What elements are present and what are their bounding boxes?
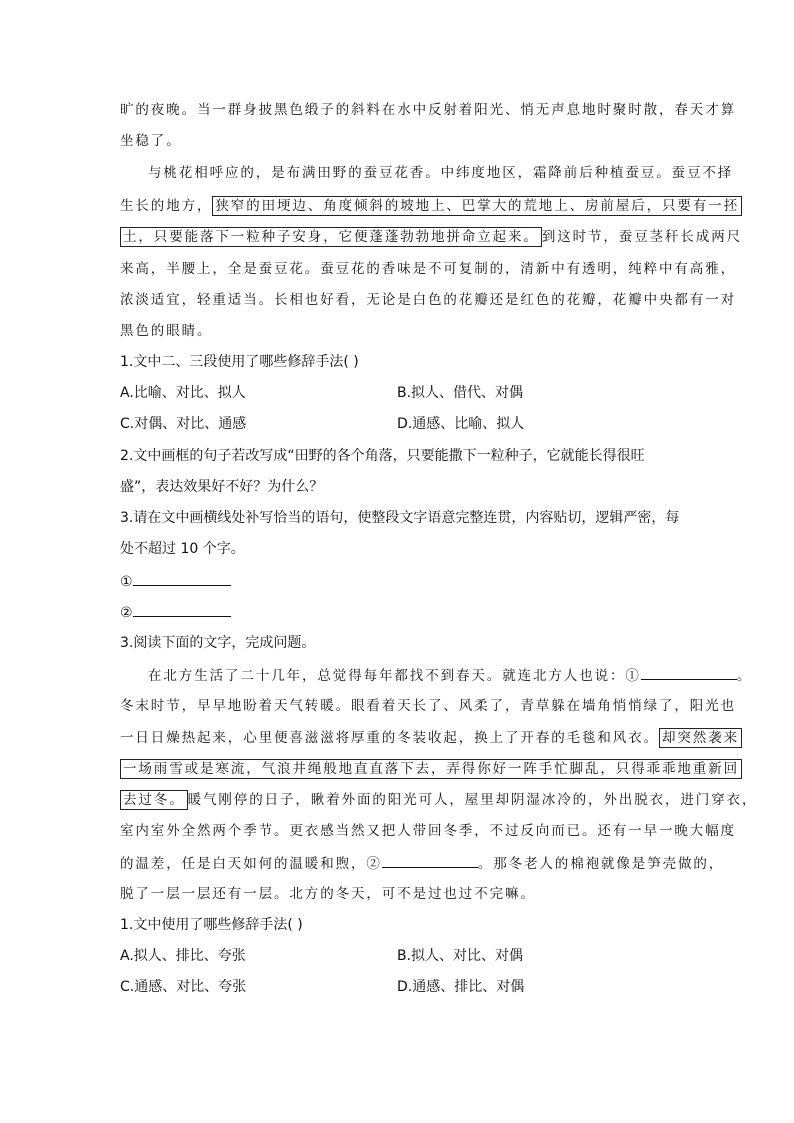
question-stem: 1.文中二、三段使用了哪些修辞手法( ) bbox=[120, 354, 359, 370]
boxed-sentence: 土，只要能落下一粒种子安身，它便蓬蓬勃勃地拼命立起来。 bbox=[120, 227, 542, 247]
text: 生长的地方， bbox=[120, 198, 213, 214]
question-stem: 2.文中画框的句子若改写成“田野的各个角落，只要能撒下一粒种子，它就能长得很旺 bbox=[120, 448, 645, 464]
text: 。 bbox=[736, 668, 753, 684]
passage2-line: 冬末时节，早早地盼着天气转暖。眼看着天长了、风柔了，青草躲在墙角悄悄绿了，阳光也 bbox=[120, 698, 736, 714]
option-d: D.通感、比喻、拟人 bbox=[397, 416, 525, 432]
blank-marker: ② bbox=[120, 605, 133, 621]
option-c: C.对偶、对比、通感 bbox=[120, 416, 247, 432]
text: 到这时节，蚕豆茎秆长成两尺 bbox=[541, 229, 743, 245]
option-d: D.通感、排比、对偶 bbox=[397, 979, 525, 995]
passage1-line: 与桃花相呼应的，是布满田野的蚕豆花香。中纬度地区，霜降前后种植蚕豆。蚕豆不择 bbox=[148, 165, 734, 181]
passage2-line: 室内室外全然两个季节。更衣感当然又把人带回冬季，不过反向而已。还有一早一晚大幅度 bbox=[120, 823, 736, 839]
question-stem: 盛”，表达效果好不好？为什么？ bbox=[120, 479, 324, 495]
answer-blank-1[interactable] bbox=[120, 571, 231, 592]
question-stem: 3.请在文中画横线处补写恰当的语句，使整段文字语意完整连贯，内容贴切，逻辑严密，每 bbox=[120, 510, 680, 526]
boxed-sentence: 却突然袭来 bbox=[659, 728, 742, 748]
option-b: B.拟人、对比、对偶 bbox=[397, 948, 524, 964]
boxed-sentence: 去过冬。 bbox=[120, 790, 188, 810]
passage1-line bbox=[120, 227, 742, 247]
passage1-line: 旷的夜晚。当一群身披黑色缎子的斜料在水中反射着阳光、悄无声息地时聚时散，春天才算 bbox=[120, 102, 736, 118]
text: 的温差，任是白天如何的温暖和煦， bbox=[120, 856, 367, 872]
text: 暖气刚停的日子，瞅着外面的阳光可人，屋里却阴湿冰冷的，外出脱衣，进门穿衣， bbox=[187, 792, 758, 808]
passage1-line bbox=[120, 196, 742, 216]
passage2-line bbox=[120, 728, 742, 748]
passage2-line bbox=[120, 790, 757, 810]
passage1-line: 黑色的眼睛。 bbox=[120, 323, 213, 339]
text: 。那冬老人的棉袍就像是笋壳做的， bbox=[477, 856, 725, 872]
question-stem: 处不超过 10 个字。 bbox=[120, 541, 245, 557]
boxed-sentence: 狭窄的田埂边、角度倾斜的坡地上、巴掌大的荒地上、房前屋后，只要有一抷 bbox=[212, 196, 742, 216]
blank-line[interactable] bbox=[133, 602, 231, 617]
passage2-line bbox=[120, 759, 742, 779]
answer-blank-2[interactable] bbox=[120, 602, 231, 623]
text: 在北方生活了二十几年，总觉得每年都找不到春天。就连北方人也说： bbox=[148, 668, 626, 684]
section-title: 3.阅读下面的文字，完成问题。 bbox=[120, 635, 316, 651]
blank-line[interactable] bbox=[641, 665, 737, 680]
passage1-line: 来高，半腰上，全是蚕豆花。蚕豆花的香味是不可复制的，清新中有透明，纯粹中有高雅， bbox=[120, 261, 736, 277]
question-stem: 1.文中使用了哪些修辞手法( ) bbox=[120, 917, 303, 933]
passage2-line bbox=[120, 853, 724, 874]
boxed-sentence: 一场雨雪或是寒流，气浪井绳般地直直落下去，弄得你好一阵手忙脚乱，只得乖乖地重新回 bbox=[120, 759, 742, 779]
passage1-line: 坐稳了。 bbox=[120, 133, 182, 149]
blank-marker: ① bbox=[625, 668, 641, 684]
passage2-line: 脱了一层一层还有一层。北方的冬天，可不是过也过不完嘛。 bbox=[120, 886, 536, 902]
passage1-line: 浓淡适宜，轻重适当。长相也好看，无论是白色的花瓣还是红色的花瓣，花瓣中央都有一对 bbox=[120, 292, 736, 308]
blank-line[interactable] bbox=[133, 571, 231, 586]
text: 一日日燥热起来，心里便喜滋滋将厚重的冬装收起，换上了开春的毛毯和风衣。 bbox=[120, 730, 659, 746]
option-c: C.通感、对比、夸张 bbox=[120, 979, 247, 995]
blank-marker: ① bbox=[120, 574, 133, 590]
passage2-line bbox=[148, 665, 752, 686]
option-a: A.比喻、对比、拟人 bbox=[120, 385, 246, 401]
option-a: A.拟人、排比、夸张 bbox=[120, 948, 246, 964]
blank-marker: ② bbox=[366, 856, 382, 872]
blank-line[interactable] bbox=[382, 853, 478, 868]
option-b: B.拟人、借代、对偶 bbox=[397, 385, 524, 401]
